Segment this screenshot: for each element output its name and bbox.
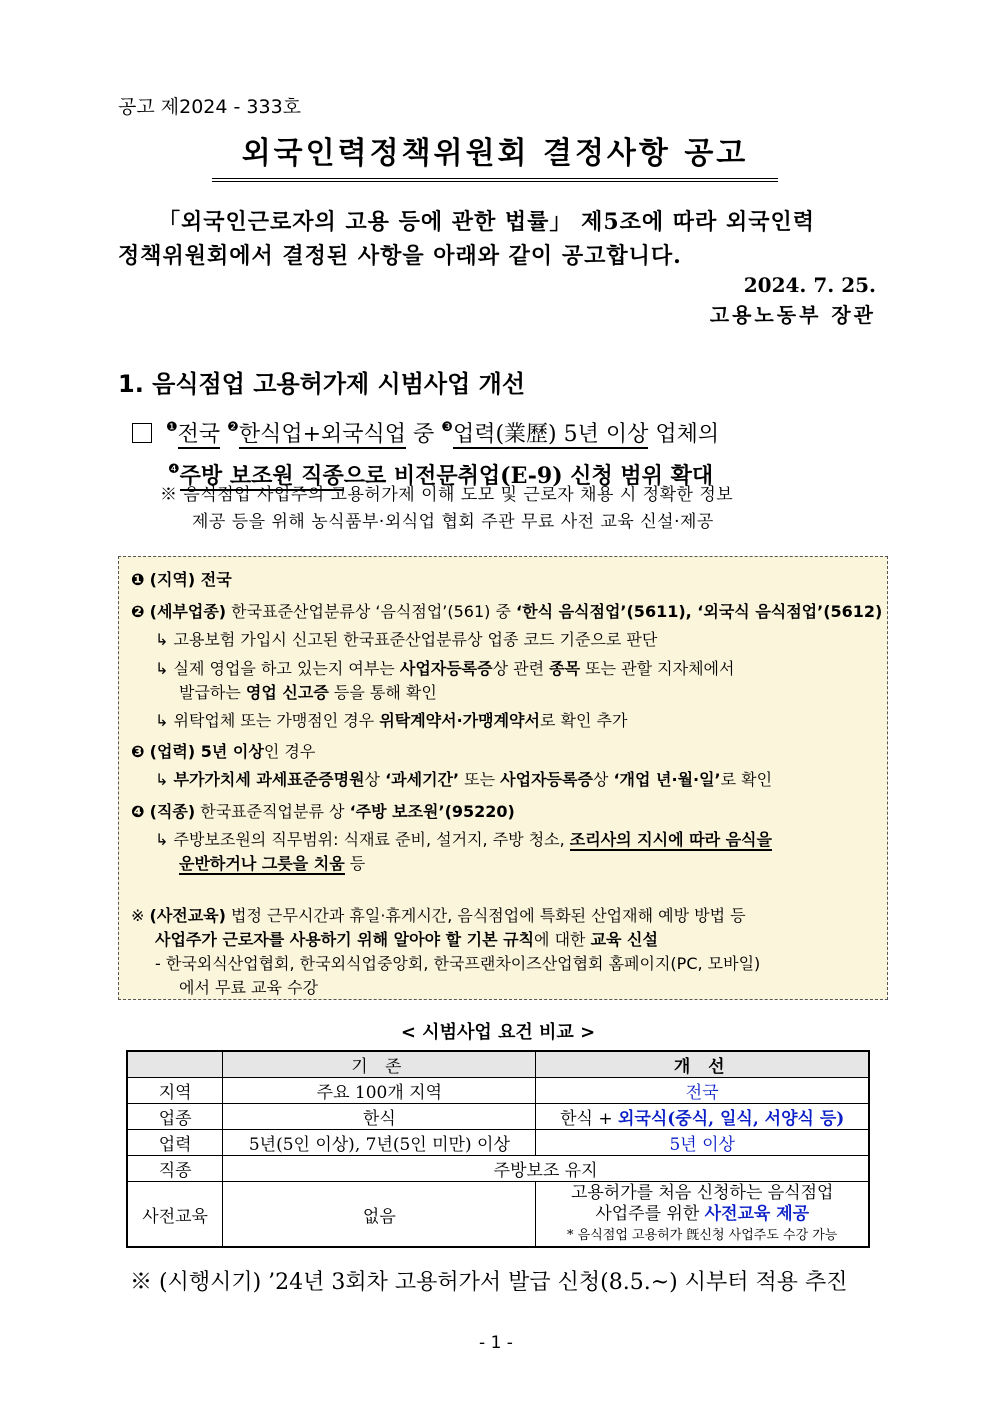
item-job: 주방 보조원 직종	[179, 463, 344, 489]
item-region: 전국	[177, 422, 221, 447]
page-number: - 1 -	[479, 1333, 513, 1353]
row-label: 지역	[127, 1078, 223, 1104]
note-education	[160, 482, 880, 536]
box-pre-education-3: - 한국외식산업협회, 한국외식업중앙회, 한국프랜차이즈산업협회 홈페이지(PC, 모바일)	[155, 954, 761, 973]
note-line-2: 제공 등을 위해 농식품부·외식업 협회 주관 무료 사전 교육 신설·제공	[192, 512, 714, 532]
box-sub-industry-1: ↳ 고용보험 가입시 신고된 한국표준산업분류상 업종 코드 기준으로 판단	[155, 630, 658, 649]
box-sub-job-1: ↳ 주방보조원의 직무범위: 식재료 준비, 설거지, 주방 청소, 조리사의 지시에 따라 음식을	[155, 830, 772, 849]
row-label: 사전교육	[127, 1182, 223, 1248]
item-history: 업력(業歷) 5년 이상	[452, 422, 649, 447]
cell-new: 고용허가를 처음 신청하는 음식점업 사업주를 위한 사전교육 제공 * 음식점업 고용허가 旣신청 사업주도 수강 가능	[536, 1182, 869, 1248]
detail-box	[118, 556, 888, 1000]
item-industry: 한식업+외국식업	[238, 422, 407, 447]
header-old: 기 존	[223, 1051, 536, 1078]
cell-old: 한식	[223, 1104, 536, 1130]
num-3: ❸	[441, 420, 453, 435]
box-pre-education-4: 에서 무료 교육 수강	[179, 978, 318, 997]
table-header-row	[127, 1051, 869, 1078]
intro-line-2: 정책위원회에서 결정된 사항을 아래와 같이 공고합니다.	[118, 243, 682, 269]
box-sub-industry-4: ↳ 위탁업체 또는 가맹점인 경우 위탁계약서·가맹계약서로 확인 추가	[155, 711, 628, 730]
header-new: 개 선	[536, 1051, 869, 1078]
box-sub-history: ↳ 부가가치세 과세표준증명원상 ‘과세기간’ 또는 사업자등록증상 ‘개업 년·월·일’로 확인	[155, 770, 773, 789]
cell-new: 5년 이상	[536, 1130, 869, 1156]
intro-line-1: 「외국인근로자의 고용 등에 관한 법률」 제5조에 따라 외국인력	[158, 209, 815, 235]
table-row	[127, 1104, 869, 1130]
cell-old: 5년(5인 이상), 7년(5인 미만) 이상	[223, 1130, 536, 1156]
cell-old: 주요 100개 지역	[223, 1078, 536, 1104]
page-title: 외국인력정책위원회 결정사항 공고	[212, 128, 778, 182]
item-tail-2: 으로 비전문취업(E-9) 신청 범위 확대	[343, 463, 714, 489]
box-sub-industry-3: 발급하는 영업 신고증 등을 통해 확인	[179, 683, 437, 702]
header-empty	[127, 1051, 223, 1078]
box-line-job: ❹ (직종) 한국표준직업분류 상 ‘주방 보조원’(95220)	[131, 802, 515, 821]
box-sub-industry-2: ↳ 실제 영업을 하고 있는지 여부는 사업자등록증상 관련 종목 또는 관할 지자체에서	[155, 659, 735, 678]
cell-new: 전국	[536, 1078, 869, 1104]
section-1-title: 1. 음식점업 고용허가제 시범사업 개선	[118, 370, 525, 398]
table-row	[127, 1182, 869, 1248]
cell-new: 한식 + 외국식(중식, 일식, 서양식 등)	[536, 1104, 869, 1130]
num-1: ❶	[166, 420, 178, 435]
box-line-industry: ❷ (세부업종) 한국표준산업분류상 ‘음식점업’(561) 중 ‘한식 음식점업’(5611), ‘외국식 음식점업’(5612)	[131, 602, 883, 621]
row-label: 직종	[127, 1156, 223, 1182]
signature-block	[710, 270, 876, 330]
box-pre-education-2: 사업주가 근로자를 사용하기 위해 알아야 할 기본 규칙에 대한 교육 신설	[155, 930, 658, 949]
table-caption: < 시범사업 요건 비교 >	[400, 1022, 596, 1043]
cell-merged: 주방보조 유지	[223, 1156, 869, 1182]
row-label: 업종	[127, 1104, 223, 1130]
box-sub-job-2: 운반하거나 그릇을 치움 등	[179, 854, 366, 873]
box-pre-education-1: ※ (사전교육) 법정 근무시간과 휴일·휴게시간, 음식점업에 특화된 산업재해 예방 방법 등	[131, 906, 746, 925]
table-row	[127, 1078, 869, 1104]
table-row	[127, 1156, 869, 1182]
box-line-region: ❶ (지역) 전국	[131, 570, 232, 589]
row-label: 업력	[127, 1130, 223, 1156]
title-block	[212, 128, 778, 182]
item-tail-1: 업체의	[648, 422, 720, 447]
notice-date: 2024. 7. 25.	[743, 273, 876, 297]
table-row	[127, 1130, 869, 1156]
cell-old: 없음	[223, 1182, 536, 1248]
intro-paragraph	[118, 205, 878, 273]
notice-number: 공고 제2024 - 333호	[118, 96, 302, 118]
issuer: 고용노동부 장관	[709, 303, 876, 327]
checkbox-square-icon	[132, 423, 152, 443]
comparison-table	[126, 1050, 870, 1248]
item-mid: 중	[406, 422, 442, 447]
note-line-1: ※ 음식점업 사업주의 고용허가제 이해 도모 및 근로자 채용 시 정확한 정보	[160, 485, 734, 505]
num-4: ❹	[168, 462, 180, 477]
box-line-history: ❸ (업력) 5년 이상인 경우	[131, 742, 316, 761]
num-2: ❷	[227, 420, 239, 435]
footer-note: ※ (시행시기) ’24년 3회차 고용허가서 발급 신청(8.5.~) 시부터 적용 추진	[130, 1270, 848, 1295]
